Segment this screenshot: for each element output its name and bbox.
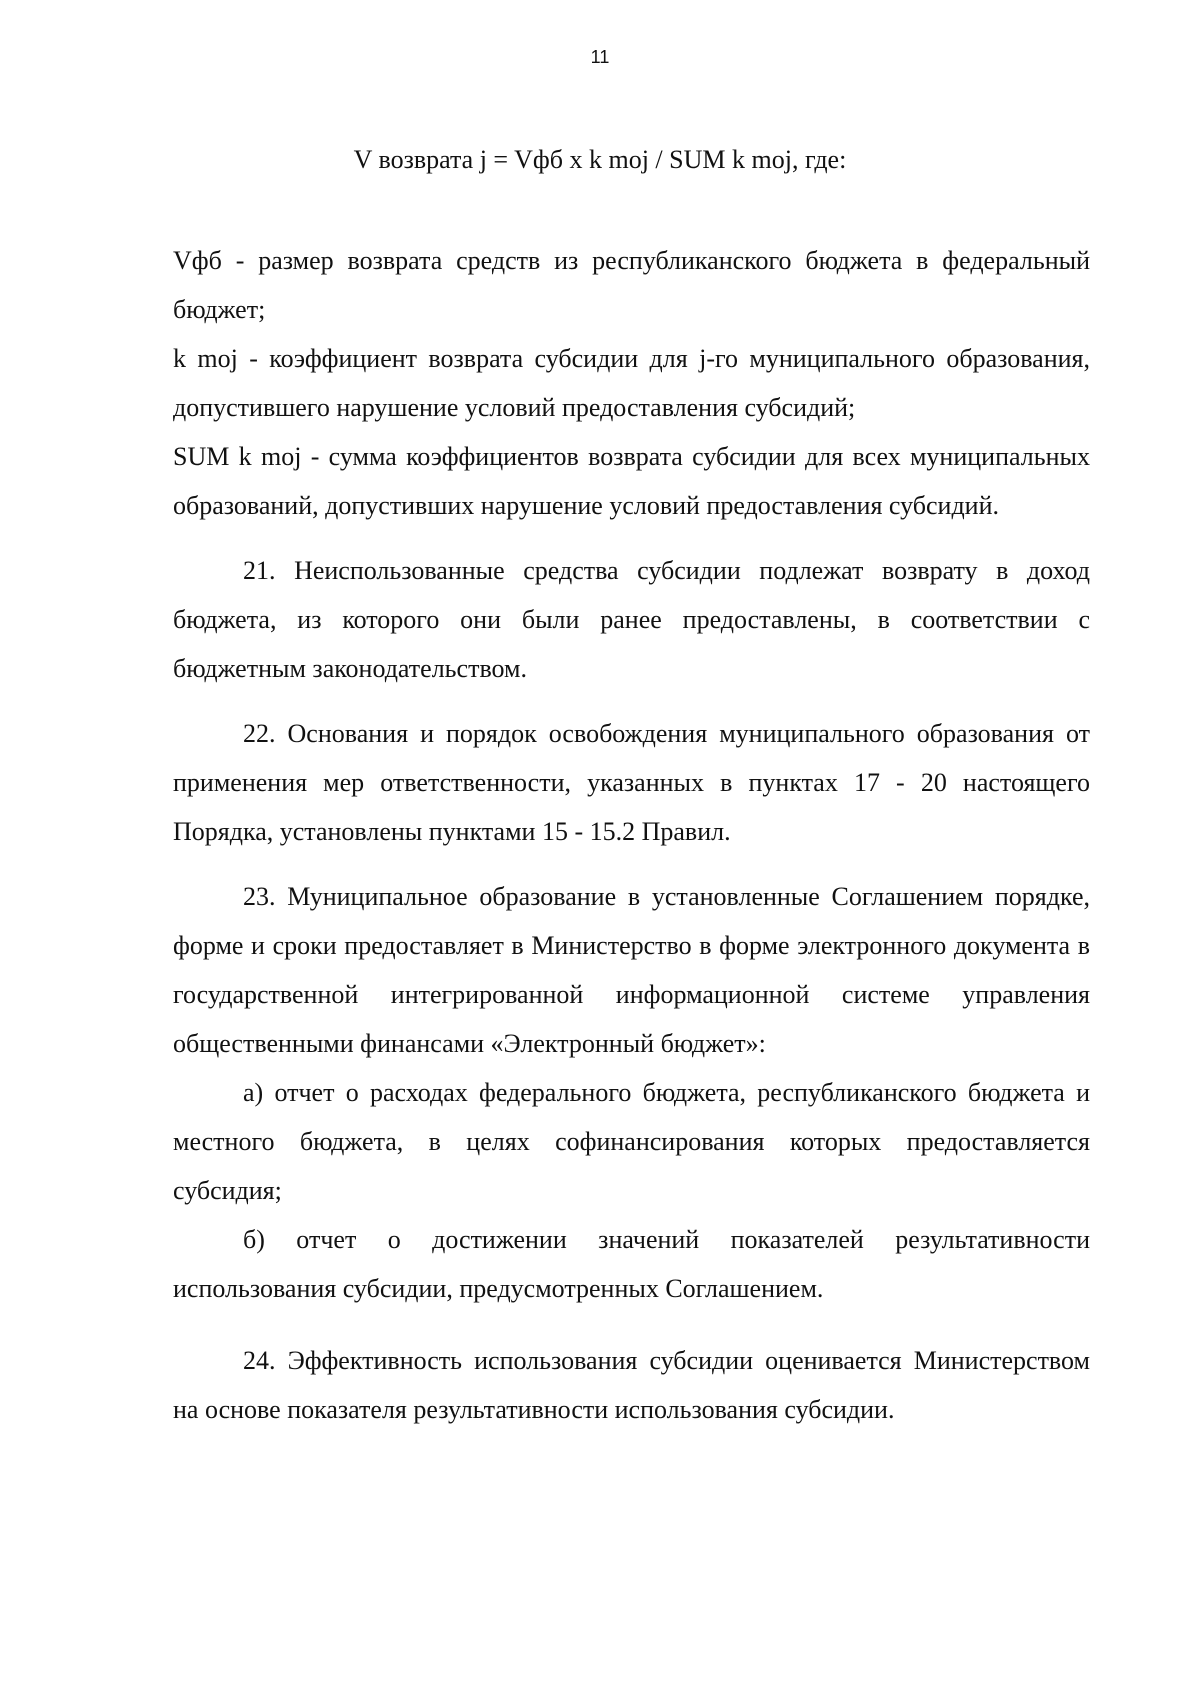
paragraph-21: 21. Неиспользованные средства субсидии подлежат возврату в доход бюджета, из которого они были ранее предоставлены, в соответствии с бюджетным законодательством. [173, 556, 1090, 683]
paragraph-23-b: б) отчет о достижении значений показателей результативности использования субсидии, предусмотренных Соглашением. [173, 1225, 1090, 1303]
definition-k-moj: k moj - коэффициент возврата субсидии для j-го муниципального образования, допустившего нарушение условий предоставления субсидий; [173, 344, 1090, 422]
page-number: 11 [590, 47, 610, 67]
formula: V возврата j = Vфб x k moj / SUM k moj, где: [353, 145, 847, 174]
paragraph-24: 24. Эффективность использования субсидии оценивается Министерством на основе показателя результативности использования субсидии. [173, 1346, 1090, 1424]
paragraph-23-a: а) отчет о расходах федерального бюджета, республиканского бюджета и местного бюджета, в целях софинансирования которых предоставляется субсидия; [173, 1078, 1090, 1205]
definition-sum-k-moj: SUM k moj - сумма коэффициентов возврата субсидии для всех муниципальных образований, допустивших нарушение условий предоставления субсидий. [173, 442, 1090, 520]
document-body [173, 236, 1090, 1434]
paragraph-23: 23. Муниципальное образование в установленные Соглашением порядке, форме и сроки предоставляет в Министерство в форме электронного документа в государственной интегрированной информационной системе управления общественными финансами «Электронный бюджет»: [173, 882, 1090, 1058]
paragraph-22: 22. Основания и порядок освобождения муниципального образования от применения мер ответственности, указанных в пунктах 17 - 20 настоящего Порядка, установлены пунктами 15 - 15.2 Правил. [173, 719, 1090, 846]
definition-vfb: Vфб - размер возврата средств из республиканского бюджета в федеральный бюджет; [173, 246, 1090, 324]
